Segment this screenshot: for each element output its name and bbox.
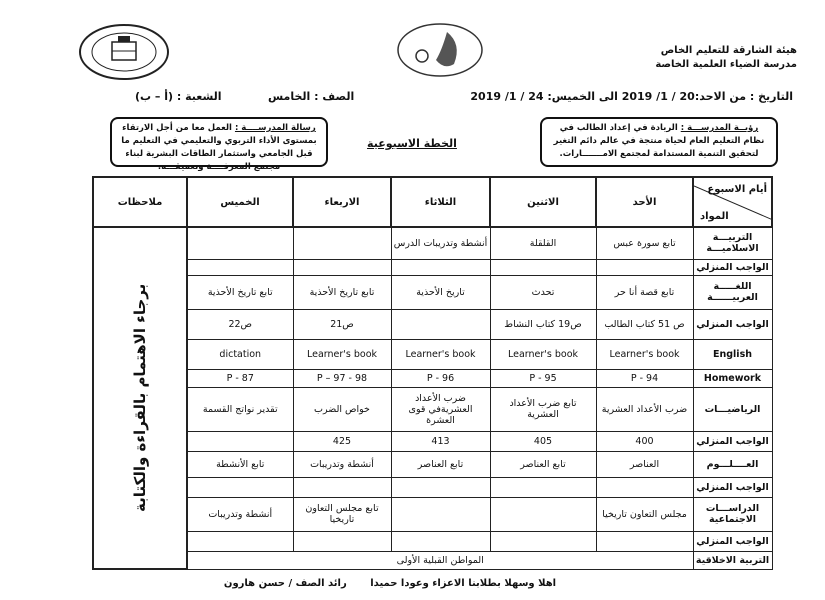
lesson-cell: ضرب الأعداد العشرية — [596, 387, 693, 431]
school-name: مدرسة الضياء العلمية الخاصة — [655, 59, 797, 70]
homework-cell — [293, 531, 391, 551]
authority-name: هيئة الشارقة للتعليم الخاص — [660, 45, 797, 56]
lesson-cell: العناصر — [596, 451, 693, 477]
lesson-cell: أنشطة وتدريبات — [187, 497, 293, 531]
lesson-cell — [490, 497, 596, 531]
homework-cell: ص21 — [293, 309, 391, 339]
day-header: الاثنين — [490, 177, 596, 227]
footer-welcome: اهلا وسهلا بطلابنا الاعزاء وعودا حميدا — [370, 578, 557, 589]
homework-cell — [490, 259, 596, 275]
school-header — [655, 44, 797, 72]
lesson-cell: تابع تاريخ الأحذية — [187, 275, 293, 309]
year-logo — [392, 20, 488, 80]
notes-text: برجاء الاهتمام بالقراءة والكتابة — [130, 283, 149, 513]
homework-cell: ص 51 كتاب الطالب — [596, 309, 693, 339]
lesson-cell: تابع الأنشطة — [187, 451, 293, 477]
homework-label: الواجب المنزلي — [693, 431, 772, 451]
homework-label: الواجب المنزلي — [693, 477, 772, 497]
lesson-cell — [187, 227, 293, 259]
corner-header — [693, 177, 772, 227]
mission-label: رسالة المدرســــة : — [234, 123, 316, 133]
homework-label: الواجب المنزلي — [693, 309, 772, 339]
day-header: الثلاثاء — [391, 177, 490, 227]
homework-label: Homework — [693, 369, 772, 387]
section-label: الشعبة : (أ – ب) — [135, 90, 222, 103]
homework-cell: P - 87 — [187, 369, 293, 387]
lesson-cell — [391, 497, 490, 531]
moral-cell: المواطن القبلية الأولى — [187, 551, 693, 569]
homework-cell — [293, 477, 391, 497]
homework-label: الواجب المنزلي — [693, 259, 772, 275]
homework-cell — [391, 531, 490, 551]
grade-label: الصف : الخامس — [268, 90, 355, 103]
weekly-plan-table — [92, 176, 773, 570]
homework-cell: ص19 كتاب النشاط — [490, 309, 596, 339]
homework-cell — [293, 259, 391, 275]
homework-cell — [391, 259, 490, 275]
lesson-cell: تابع تاريخ الأحذية — [293, 275, 391, 309]
lesson-cell: القلقلة — [490, 227, 596, 259]
lesson-cell: مجلس التعاون تاريخيا — [596, 497, 693, 531]
homework-cell — [187, 431, 293, 451]
mission-text: العمل معا من أجل الارتقاء بمستوى الأداء التربوي والتعليمي في التعليم ما قبل الجامعي واستثمار الطاقات البشرية لبناء مجتمع المعرفــــة وتعميقـــه. — [121, 123, 317, 172]
subject-cell: التربية الاخلاقية — [693, 551, 772, 569]
homework-label: الواجب المنزلي — [693, 531, 772, 551]
homework-cell — [490, 477, 596, 497]
homework-cell — [187, 259, 293, 275]
lesson-cell — [293, 227, 391, 259]
homework-cell: ص22 — [187, 309, 293, 339]
notes-cell — [93, 227, 187, 569]
homework-cell — [596, 531, 693, 551]
footer-line — [180, 578, 600, 600]
subject-cell: الرياضيـــات — [693, 387, 772, 431]
mission-box — [110, 117, 328, 172]
lesson-cell: تحدث — [490, 275, 596, 309]
lesson-cell: تقدير نواتج القسمة — [187, 387, 293, 431]
day-header: الخميس — [187, 177, 293, 227]
homework-cell: 405 — [490, 431, 596, 451]
lesson-cell: خواص الضرب — [293, 387, 391, 431]
lesson-cell: Learner's book — [293, 339, 391, 369]
homework-cell — [187, 477, 293, 497]
lesson-cell: تاريخ الأحذية — [391, 275, 490, 309]
lesson-cell: تابع العناصر — [391, 451, 490, 477]
subject-cell: العــــلـــوم — [693, 451, 772, 477]
corner-subjects: المواد — [700, 211, 729, 222]
vision-box — [540, 117, 778, 167]
lesson-cell: Learner's book — [391, 339, 490, 369]
homework-cell: P – 97 - 98 — [293, 369, 391, 387]
day-header: الأحد — [596, 177, 693, 227]
subject-cell: التربيـــة الاسلاميـــة — [693, 227, 772, 259]
plan-title: الخطة الاسبوعية — [367, 137, 457, 150]
homework-cell — [187, 531, 293, 551]
lesson-cell: dictation — [187, 339, 293, 369]
lesson-cell: تابع العناصر — [490, 451, 596, 477]
homework-cell: 413 — [391, 431, 490, 451]
footer-signature: رائد الصف / حسن هارون — [223, 578, 347, 589]
homework-cell — [596, 259, 693, 275]
vision-label: رؤيــة المدرســـة : — [680, 123, 759, 133]
subject-cell: اللغـــــة العربيــــــة — [693, 275, 772, 309]
day-header: الاربعاء — [293, 177, 391, 227]
lesson-cell: أنشطة وتدريبات — [293, 451, 391, 477]
lesson-cell: Learner's book — [490, 339, 596, 369]
homework-cell: P - 95 — [490, 369, 596, 387]
notes-header: ملاحظات — [93, 177, 187, 227]
vision-text: الريادة في إعداد الطالب في نظام التعليم العام لحياة منتجة في عالم دائم التغير لتحقيق التنمية المستدامة لمجتمع الامـــــــارات. — [553, 123, 765, 159]
homework-cell — [596, 477, 693, 497]
lesson-cell: تابع سورة عبس — [596, 227, 693, 259]
lesson-cell: أنشطة وتدريبات الدرس — [391, 227, 490, 259]
homework-cell — [391, 477, 490, 497]
school-seal-logo — [76, 22, 172, 82]
homework-cell — [490, 531, 596, 551]
lesson-cell: Learner's book — [596, 339, 693, 369]
lesson-cell: تابع مجلس التعاون تاريخيا — [293, 497, 391, 531]
homework-cell: P - 96 — [391, 369, 490, 387]
homework-cell: P - 94 — [596, 369, 693, 387]
homework-cell: 400 — [596, 431, 693, 451]
subject-cell: الدراســـات الاجتماعية — [693, 497, 772, 531]
subject-cell: English — [693, 339, 772, 369]
lesson-cell: تابع ضرب الأعداد العشرية — [490, 387, 596, 431]
lesson-cell: تابع قصة أنا حر — [596, 275, 693, 309]
date-range: التاريخ : من الاحد:20 / 1/ 2019 الى الخميس: 24 / 1/ 2019 — [470, 90, 793, 103]
homework-cell: 425 — [293, 431, 391, 451]
lesson-cell: ضرب الأعداد العشريةفي قوى العشرة — [391, 387, 490, 431]
homework-cell — [391, 309, 490, 339]
corner-days: أيام الاسبوع — [707, 184, 767, 195]
